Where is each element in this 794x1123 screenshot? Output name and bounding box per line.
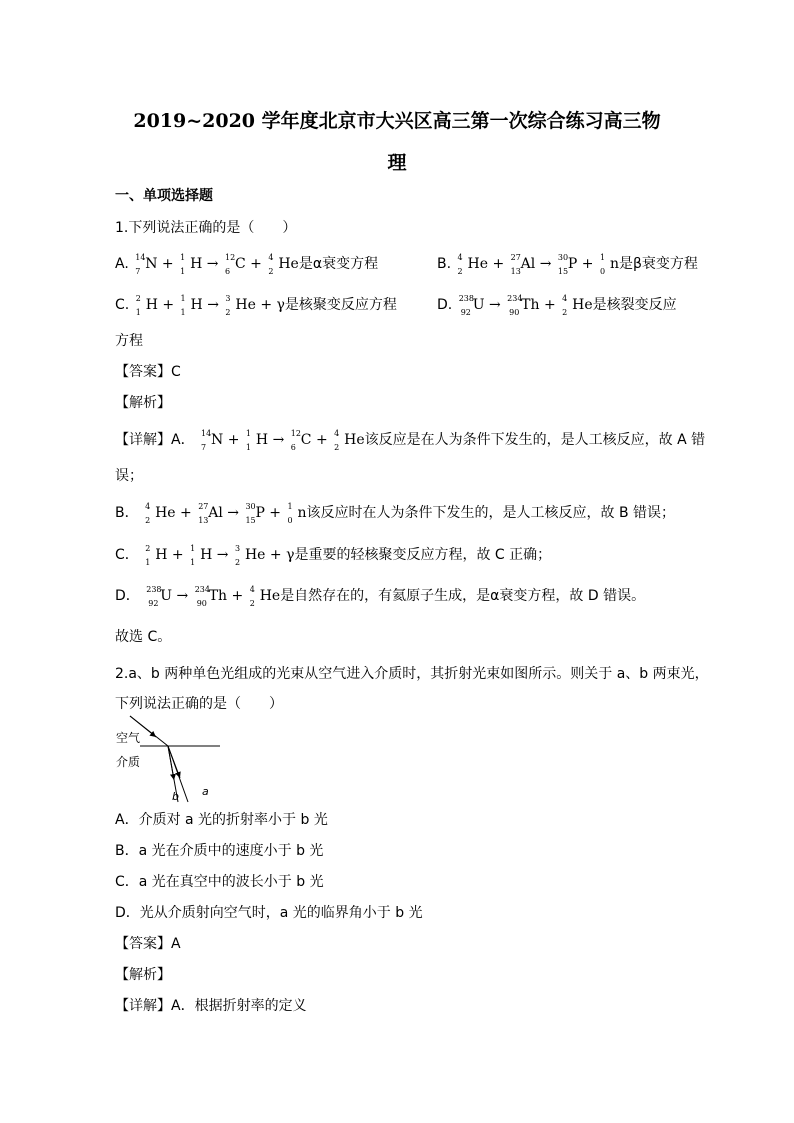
- q1-detail-a-prefix: 【详解】A．: [115, 432, 195, 448]
- page-title-line1: 2019~2020 学年度北京市大兴区高三第一次综合练习高三物: [133, 110, 661, 132]
- q2-option-c: C．a 光在真空中的波长小于 b 光: [115, 874, 324, 890]
- q1-option-a-label: A.: [115, 256, 129, 272]
- q1-analysis-label: 【解析】: [115, 395, 171, 411]
- q1-detail-c-prefix: C．: [115, 547, 139, 563]
- q1-detail-c: [115, 545, 551, 565]
- air-label: 空气: [116, 731, 141, 745]
- q1-detail-b-equation: 4 2 He + 27 13 Al → 30 15 P + 1 0 n: [145, 502, 307, 525]
- q1-detail-c-equation: 2 1 H + 1 1 H → 3 2 He + γ: [145, 544, 295, 567]
- q1-option-b: [437, 254, 698, 274]
- ray-a-label: a: [202, 785, 209, 798]
- q2-stem-line2: 下列说法正确的是（ ）: [115, 696, 283, 712]
- q1-detail-d: [115, 586, 645, 606]
- q1-detail-a-equation: 14 7 N + 1 1 H → 12 6 C + 4 2 He: [201, 429, 365, 452]
- q1-detail-a: [115, 430, 705, 450]
- refraction-diagram: [112, 712, 252, 807]
- q1-option-a-equation: 14 7 N + 1 1 H → 12 6 C + 4 2 He: [135, 253, 299, 276]
- q1-detail-c-text: 是重要的轻核聚变反应方程，故 C 正确；: [294, 547, 552, 563]
- medium-label: 介质: [116, 755, 141, 769]
- q1-detail-b-prefix: B．: [115, 505, 139, 521]
- q1-option-d-text: 是核裂变反应: [592, 297, 677, 313]
- q1-option-c-equation: 2 1 H + 1 1 H → 3 2 He + γ: [135, 294, 285, 317]
- q1-detail-d-text: 是自然存在的，有氦原子生成，是α衰变方程，故 D 错误。: [280, 588, 646, 604]
- q1-detail-a-text: 该反应是在人为条件下发生的，是人工核反应，故 A 错: [364, 432, 706, 448]
- q2-option-b: B．a 光在介质中的速度小于 b 光: [115, 843, 324, 859]
- q2-analysis-label: 【解析】: [115, 967, 171, 983]
- q1-option-a: [115, 254, 378, 274]
- q1-option-c-text: 是核聚变反应方程: [284, 297, 397, 313]
- q1-detail-b-text: 该反应时在人为条件下发生的，是人工核反应，故 B 错误；: [306, 505, 676, 521]
- page-title-line2: 理: [387, 152, 407, 174]
- q2-stem-line1: 2.a、b 两种单色光组成的光束从空气进入介质时，其折射光束如图所示。则关于 a、b 两束光，: [115, 666, 709, 682]
- q1-option-b-label: B.: [437, 256, 452, 272]
- q2-option-a: A．介质对 a 光的折射率小于 b 光: [115, 812, 328, 828]
- q1-choose: 故选 C。: [115, 629, 172, 645]
- q1-stem: 1.下列说法正确的是（ ）: [115, 220, 297, 236]
- ray-b-arrow: [168, 746, 174, 780]
- ray-a-arrow: [168, 746, 180, 778]
- q1-option-a-text: 是α衰变方程: [298, 256, 379, 272]
- q1-option-d-label: D.: [437, 297, 453, 313]
- q1-detail-b: [115, 503, 675, 523]
- q1-option-b-text: 是β衰变方程: [618, 256, 698, 272]
- q1-option-b-equation: 4 2 He + 27 13 Al → 30 15 P + 1 0 n: [457, 253, 619, 276]
- q1-detail-a-continued: 误；: [115, 468, 143, 484]
- q1-detail-d-prefix: D．: [115, 588, 140, 604]
- section-heading: 一、单项选择题: [115, 188, 213, 204]
- q2-answer: 【答案】A: [115, 936, 181, 952]
- q1-option-d: [437, 295, 677, 315]
- q1-option-d-continued: 方程: [115, 333, 143, 349]
- q2-option-d: D．光从介质射向空气时，a 光的临界角小于 b 光: [115, 905, 423, 921]
- q1-option-c-label: C.: [115, 297, 130, 313]
- q1-option-c: [115, 295, 397, 315]
- q1-answer: 【答案】C: [115, 364, 181, 380]
- q1-detail-d-equation: 238 92 U → 234 90 Th + 4 2 He: [146, 585, 281, 608]
- ray-b-label: b: [172, 790, 179, 803]
- q1-option-d-equation: 238 92 U → 234 90 Th + 4 2 He: [458, 294, 593, 317]
- q2-detail: 【详解】A．根据折射率的定义: [115, 998, 307, 1014]
